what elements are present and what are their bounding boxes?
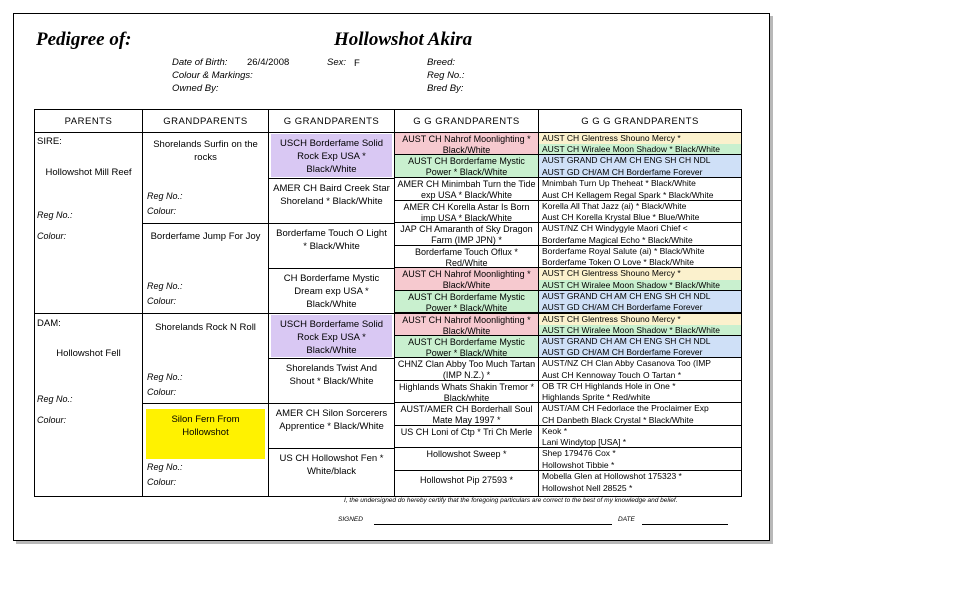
ggg-grandparent-5: Mnimbah Turn Up Theheat * Black/White	[542, 178, 696, 188]
date-line	[642, 524, 728, 525]
dob-value: 26/4/2008	[247, 57, 290, 68]
ggg-grandparent-20: AUST GD CH/AM CH Borderfame Forever	[539, 347, 741, 358]
gg-grandparent-2: AUST CH Borderfame Mystic Power * Black/White	[395, 155, 538, 178]
g-grandparent-3: Borderfame Touch O Light * Black/White	[276, 228, 387, 252]
ggg-grandparent-18: AUST CH Wiralee Moon Shadow * Black/White	[539, 325, 741, 336]
date-label: DATE	[618, 516, 635, 523]
gg-grandparent-6: Borderfame Touch Oflux * Red/White	[395, 246, 538, 268]
header-g-grandparents: G GRANDPARENTS	[269, 110, 394, 133]
grandparent-3: Shorelands Rock N Roll	[155, 322, 256, 333]
ggg-grandparent-30: Hollowshot Tibbie *	[539, 460, 741, 471]
gg-grandparent-3: AMER CH Minimbah Turn the Tide exp USA * Black/White	[395, 178, 538, 201]
ggg-grandparent-2: AUST CH Wiralee Moon Shadow * Black/White	[539, 144, 741, 155]
bred-by-label: Bred By:	[427, 83, 464, 94]
gp3-reg-no-label: Reg No.:	[147, 372, 183, 382]
g-grandparent-7: AMER CH Silon Sorcerers Apprentice * Black/White	[275, 408, 388, 432]
ggg-grandparent-8: Aust CH Korella Krystal Blue * Blue/White	[539, 212, 741, 223]
gg-grandparent-5: JAP CH Amaranth of Sky Dragon Farm (IMP JPN) *	[395, 223, 538, 246]
ggg-grandparent-16: AUST GD CH/AM CH Borderfame Forever	[539, 302, 741, 313]
gg-grandparent-9: AUST CH Nahrof Moonlighting * Black/White	[395, 314, 538, 336]
ggg-grandparent-31: Mobella Glen at Hollowshot 175323 *	[542, 471, 682, 481]
ggg-grandparent-23: OB TR CH Highlands Hole in One *	[542, 381, 676, 391]
grandparent-4-highlighted: Silon Fern From Hollowshot	[146, 409, 265, 459]
dam-reg-no-label: Reg No.:	[37, 394, 73, 404]
header-gg-grandparents: G G GRANDPARENTS	[395, 110, 538, 133]
ggg-grandparent-28: Lani Windytop [USA] *	[539, 437, 741, 448]
ggg-grandparent-22: Aust CH Kennoway Touch O Tartan *	[539, 370, 741, 381]
ggg-grandparent-7: Korella All That Jazz (ai) * Black/White	[542, 201, 687, 211]
certification-statement: I, the undersigned do hereby certify that the foregoing particulars are correct to the best of my knowledge and belief.	[344, 497, 678, 504]
gg-grandparent-13: AUST/AMER CH Borderhall Soul Mate May 1997 *	[395, 403, 538, 426]
pedigree-of-label: Pedigree of:	[36, 29, 132, 50]
gp4-reg-no-label: Reg No.:	[147, 462, 183, 472]
g-grandparent-8: US CH Hollowshot Fen * White/black	[279, 453, 384, 477]
gg-grandparent-14: US CH Loni of Ctp * Tri Ch Merle	[395, 426, 538, 448]
gg-grandparent-15: Hollowshot Sweep *	[395, 448, 538, 471]
dob-label: Date of Birth:	[172, 57, 228, 68]
ggg-grandparent-11: Borderfame Royal Salute (ai) * Black/White	[542, 246, 705, 256]
gg-grandparent-10: AUST CH Borderfame Mystic Power * Black/White	[395, 336, 538, 358]
ggg-grandparent-19: AUST GRAND CH AM CH ENG SH CH NDL	[539, 336, 741, 347]
ggg-grandparent-1: AUST CH Glentress Shouno Mercy *	[539, 133, 741, 144]
header-grandparents: GRANDPARENTS	[143, 110, 268, 133]
ggg-grandparent-14: AUST CH Wiralee Moon Shadow * Black/White	[539, 280, 741, 291]
g-grandparent-1: USCH Borderfame Solid Rock Exp USA * Black/White	[271, 134, 392, 177]
dam-colour-label: Colour:	[37, 415, 67, 425]
dam-name: Hollowshot Fell	[56, 348, 121, 359]
header-ggg-grandparents: G G G GRANDPARENTS	[539, 110, 741, 133]
gp2-colour-label: Colour:	[147, 296, 177, 306]
ggg-grandparent-15: AUST GRAND CH AM CH ENG SH CH NDL	[539, 291, 741, 302]
gg-grandparent-8: AUST CH Borderfame Mystic Power * Black/White	[395, 291, 538, 313]
gg-grandparent-4: AMER CH Korella Astar Is Born imp USA * Black/White	[395, 201, 538, 223]
gp1-colour-label: Colour:	[147, 206, 177, 216]
sex-value: F	[354, 58, 360, 69]
colour-markings-label: Colour & Markings:	[172, 70, 253, 81]
ggg-grandparent-3: AUST GRAND CH AM CH ENG SH CH NDL	[539, 155, 741, 167]
ggg-grandparent-24: Highlands Sprite * Red/white	[539, 392, 741, 403]
gg-grandparent-11: CHNZ Clan Abby Too Much Tartan (IMP N.Z.) *	[395, 358, 538, 381]
ggg-grandparent-26: CH Danbeth Black Crystal * Black/White	[539, 415, 741, 426]
ggg-grandparent-29: Shep 179476 Cox *	[542, 448, 616, 458]
ggg-grandparent-25: AUST/AM CH Fedorlace the Proclaimer Exp	[542, 403, 709, 413]
signature-line	[374, 524, 612, 525]
ggg-grandparent-17: AUST CH Glentress Shouno Mercy *	[539, 314, 741, 325]
gg-grandparent-1: AUST CH Nahrof Moonlighting * Black/White	[395, 133, 538, 155]
g-grandparent-2: AMER CH Baird Creek Star Shoreland * Black/White	[273, 183, 390, 207]
gp4-colour-label: Colour:	[147, 477, 177, 487]
dam-label: DAM:	[37, 318, 61, 329]
ggg-grandparent-6: Aust CH Kellagem Regal Spark * Black/White	[539, 190, 741, 201]
header-parents: PARENTS	[35, 110, 142, 133]
sire-label: SIRE:	[37, 136, 62, 147]
g-grandparent-5: USCH Borderfame Solid Rock Exp USA * Black/White	[271, 315, 392, 357]
gg-grandparent-16: Hollowshot Pip 27593 *	[419, 475, 514, 485]
ggg-grandparent-4: AUST GD CH/AM CH Borderfame Forever	[539, 167, 741, 178]
pedigree-sheet	[13, 13, 770, 541]
reg-no-label: Reg No.:	[427, 70, 465, 81]
gg-grandparent-12: Highlands Whats Shakin Tremor * Black/white	[395, 381, 538, 403]
dog-name: Hollowshot Akira	[334, 29, 473, 50]
gp1-reg-no-label: Reg No.:	[147, 191, 183, 201]
grandparent-2: Borderfame Jump For Joy	[150, 231, 261, 242]
sire-name: Hollowshot Mill Reef	[45, 167, 132, 178]
sire-colour-label: Colour:	[37, 231, 67, 241]
grandparent-1: Shorelands Surfin on the rocks	[153, 139, 258, 163]
g-grandparent-4: CH Borderfame Mystic Dream exp USA * Black/White	[283, 273, 380, 310]
g-grandparent-6: Shorelands Twist And Shout * Black/White	[285, 363, 378, 387]
ggg-grandparent-27: Keok *	[542, 426, 568, 436]
signed-label: SIGNED	[338, 516, 363, 523]
ggg-grandparent-10: Borderfame Magical Echo * Black/White	[539, 235, 741, 246]
grid-line	[143, 223, 268, 224]
ggg-grandparent-9: AUST/NZ CH Windygyle Maori Chief <	[542, 223, 688, 233]
gg-grandparent-7: AUST CH Nahrof Moonlighting * Black/White	[395, 268, 538, 291]
ggg-grandparent-13: AUST CH Glentress Shouno Mercy *	[539, 268, 741, 280]
ggg-grandparent-32: Hollowshot Nell 28525 *	[542, 483, 633, 493]
sire-reg-no-label: Reg No.:	[37, 210, 73, 220]
gp3-colour-label: Colour:	[147, 387, 177, 397]
ggg-grandparent-12: Borderfame Token O Love * Black/White	[539, 257, 741, 268]
ggg-grandparent-21: AUST/NZ CH Clan Abby Casanova Too (IMP	[542, 358, 711, 368]
sex-label: Sex:	[327, 57, 347, 68]
grid-line	[143, 403, 268, 404]
pedigree-table	[34, 109, 742, 497]
gp2-reg-no-label: Reg No.:	[147, 281, 183, 291]
breed-label: Breed:	[427, 57, 455, 68]
owned-by-label: Owned By:	[172, 83, 219, 94]
